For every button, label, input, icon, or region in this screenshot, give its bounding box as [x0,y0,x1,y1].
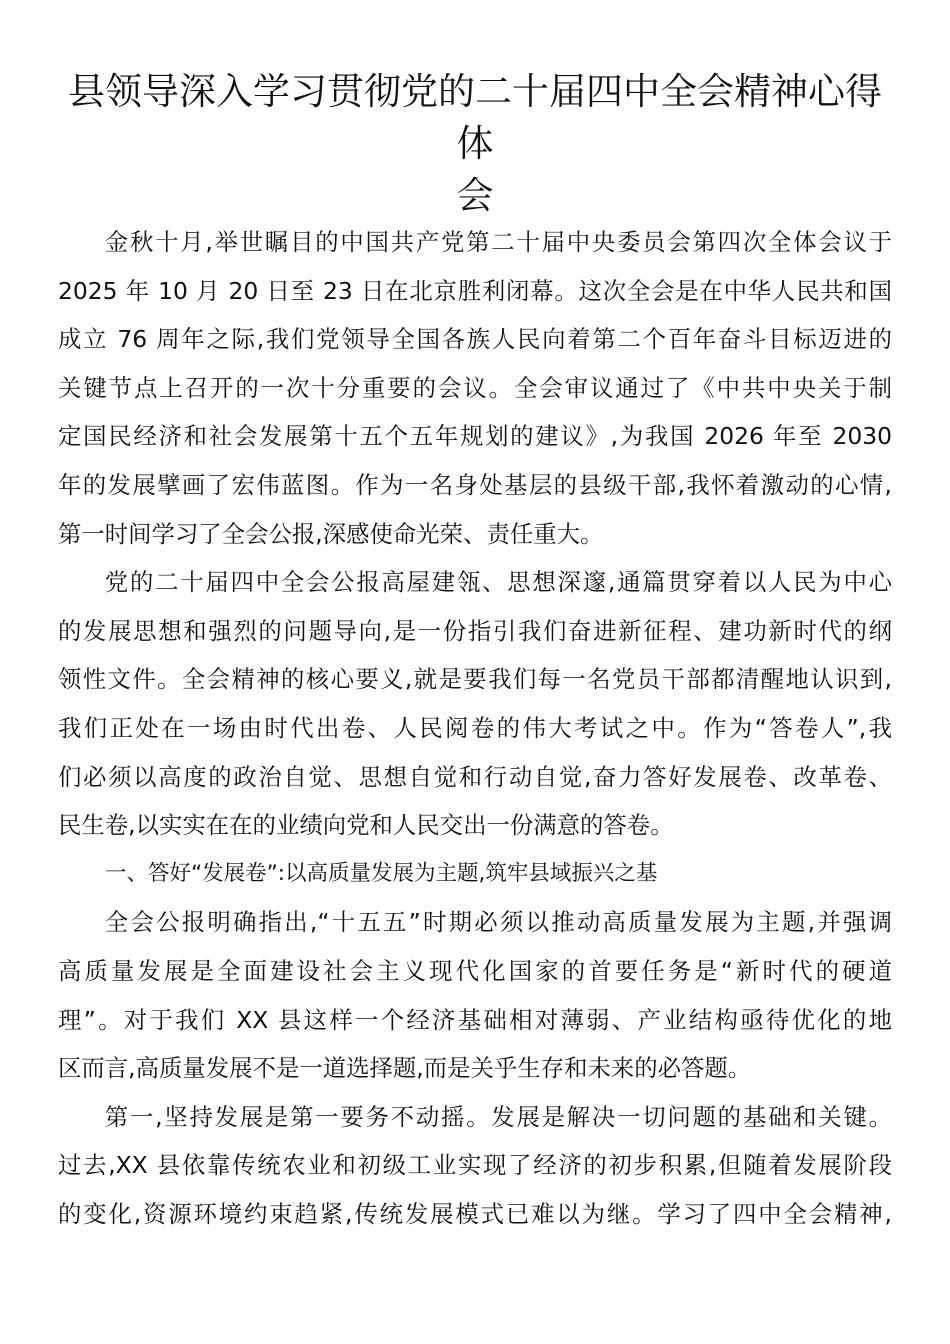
text-line: 年的发展擘画了宏伟蓝图。作为一名身处基层的县级干部,我怀着激动的心情, [58,470,892,499]
text-line: 民生卷,以实实在在的业绩向党和人民交出一份满意的答卷。 [58,811,674,840]
section-heading-1: 一、答好“发展卷”:以高质量发展为主题,筑牢县域振兴之基 [105,860,658,886]
title-line-2: 会 [456,174,494,217]
text-line: 领性文件。全会精神的核心要义,就是要我们每一名党员干部都清醒地认识到, [58,665,892,694]
paragraph-intro [58,218,892,558]
text-line: 金秋十月,举世瞩目的中国共产党第二十届中央委员会第四次全体会议于 [104,228,892,256]
paragraph-plenum-spirit [58,558,892,850]
text-line: 定国民经济和社会发展第十五个五年规划的建议》,为我国 2026 年至 2030 [58,422,892,451]
document-body [58,218,892,1238]
text-line: 全会公报明确指出,“十五五”时期必须以推动高质量发展为主题,并强调 [104,908,892,937]
text-line: 区而言,高质量发展不是一道选择题,而是关乎生存和未来的必答题。 [58,1054,752,1083]
text-line: 理”。对于我们 XX 县这样一个经济基础相对薄弱、产业结构亟待优化的地 [58,1005,892,1034]
text-line: 第一,坚持发展是第一要务不动摇。发展是解决一切问题的基础和关键。 [104,1102,892,1131]
text-line: 关键节点上召开的一次十分重要的会议。全会审议通过了《中共中央关于制 [58,373,892,402]
text-line: 的发展思想和强烈的问题导向,是一份指引我们奋进新征程、建功新时代的纲 [58,616,892,645]
text-line: 的变化,资源环境约束趋紧,传统发展模式已难以为继。学习了四中全会精神, [58,1199,892,1228]
text-line: 第一时间学习了全会公报,深感使命光荣、责任重大。 [58,519,604,548]
text-line: 成立 76 周年之际,我们党领导全国各族人民向着第二个百年奋斗目标迈进的 [58,325,892,354]
paragraph-high-quality-development [58,898,892,1092]
text-line: 过去,XX 县依靠传统农业和初级工业实现了经济的初步积累,但随着发展阶段 [58,1151,892,1180]
text-line: 2025 年 10 月 20 日至 23 日在北京胜利闭幕。这次全会是在中华人民共和国 [58,276,892,305]
text-line: 高质量发展是全面建设社会主义现代化国家的首要任务是“新时代的硬道 [58,956,892,985]
paragraph-first-point [58,1093,892,1239]
document-title [58,66,892,222]
text-line: 我们正处在一场由时代出卷、人民阅卷的伟大考试之中。作为“答卷人”,我 [58,713,892,742]
text-line: 们必须以高度的政治自觉、思想自觉和行动自觉,奋力答好发展卷、改革卷、 [58,762,892,791]
title-line-1: 县领导深入学习贯彻党的二十届四中全会精神心得体 [68,70,882,165]
text-line: 党的二十届四中全会公报高屋建瓴、思想深邃,通篇贯穿着以人民为中心 [104,568,892,597]
